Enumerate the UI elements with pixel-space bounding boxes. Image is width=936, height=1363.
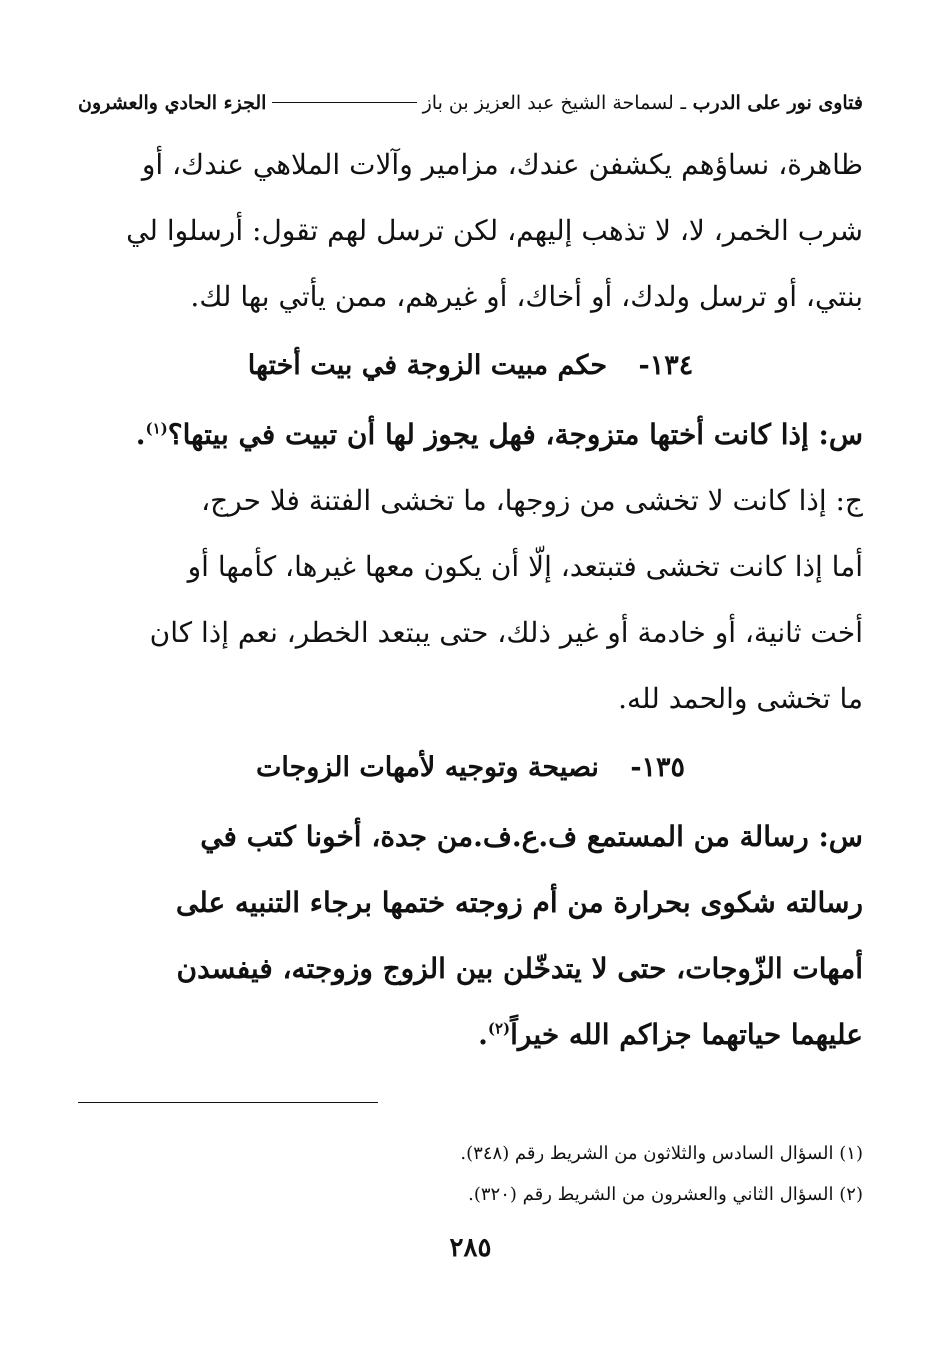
answer-134 xyxy=(78,468,863,732)
header-rule xyxy=(272,102,416,103)
text-line: شرب الخمر، لا، لا تذهب إليهم، لكن ترسل لهم تقول: أرسلوا لي xyxy=(126,214,863,247)
text-line: أما إذا كانت تخشى فتبتعد، إلّا أن يكون معها غيرها، كأمها أو xyxy=(187,550,863,583)
text-line: ج: إذا كانت لا تخشى من زوجها، ما تخشى الفتنة فلا حرج، xyxy=(201,484,863,517)
header-book-info xyxy=(423,92,863,114)
text-line: أخت ثانية، أو خادمة أو غير ذلك، حتى يبتعد الخطر، نعم إذا كان xyxy=(149,616,863,649)
text-line: أمهات الزّوجات، حتى لا يتدخّلن بين الزوج وزوجته، فيفسدن xyxy=(176,952,863,985)
text-line: عليهما حياتهما جزاكم الله خيراً$^{(٢)}$. xyxy=(478,1018,863,1051)
text-line: س: رسالة من المستمع ف.ع.ف.من جدة، أخونا كتب في xyxy=(200,820,863,853)
footnote-item: (١) السؤال السادس والثلاثون من الشريط رقم (٣٤٨). xyxy=(460,1143,863,1164)
question-135 xyxy=(78,804,863,1068)
footnote-divider xyxy=(78,1102,378,1103)
book-page xyxy=(78,92,863,1263)
footnote-item: (٢) السؤال الثاني والعشرون من الشريط رقم (٣٢٠). xyxy=(468,1184,863,1205)
intro-paragraph xyxy=(78,132,863,330)
section-heading-135 xyxy=(78,732,863,804)
footnote-ref: (١) xyxy=(145,419,168,438)
header-volume: الجزء الحادي والعشرون xyxy=(78,92,267,114)
text-line: بنتي، أو ترسل ولدك، أو أخاك، أو غيرهم، ممن يأتي بها لك. xyxy=(190,280,863,313)
header-book-title: فتاوى نور على الدرب xyxy=(692,92,863,114)
section-number: ١٣٥- xyxy=(630,752,686,783)
text-line: ما تخشى والحمد لله. xyxy=(618,682,863,715)
text-line: ظاهرة، نساؤهم يكشفن عندك، مزامير وآلات الملاهي عندك، أو xyxy=(141,148,863,181)
section-number: ١٣٤- xyxy=(638,350,694,381)
section-title: حكم مبيت الزوجة في بيت أختها xyxy=(247,350,608,381)
page-number: ٢٨٥ xyxy=(449,1233,492,1263)
question-134: س: إذا كانت أختها متزوجة، فهل يجوز لها أن تبيت في بيتها؟$^{(١)}$. xyxy=(135,418,863,451)
section-title: نصيحة وتوجيه لأمهات الزوجات xyxy=(255,752,599,783)
question-text: س: إذا كانت أختها متزوجة، فهل يجوز لها أن تبيت في بيتها؟ xyxy=(167,418,863,451)
footnotes xyxy=(78,1133,863,1215)
header-separator: ـ xyxy=(680,92,687,114)
section-heading-134 xyxy=(78,330,863,402)
header-author: لسماحة الشيخ عبد العزيز بن باز xyxy=(422,92,674,114)
footnote-ref: (٢) xyxy=(487,1019,511,1038)
text-line: رسالته شكوى بحرارة من أم زوجته ختمها برجاء التنبيه على xyxy=(175,886,863,919)
running-header xyxy=(78,92,863,132)
question-text: عليهما حياتهما جزاكم الله خيراً xyxy=(510,1018,863,1051)
